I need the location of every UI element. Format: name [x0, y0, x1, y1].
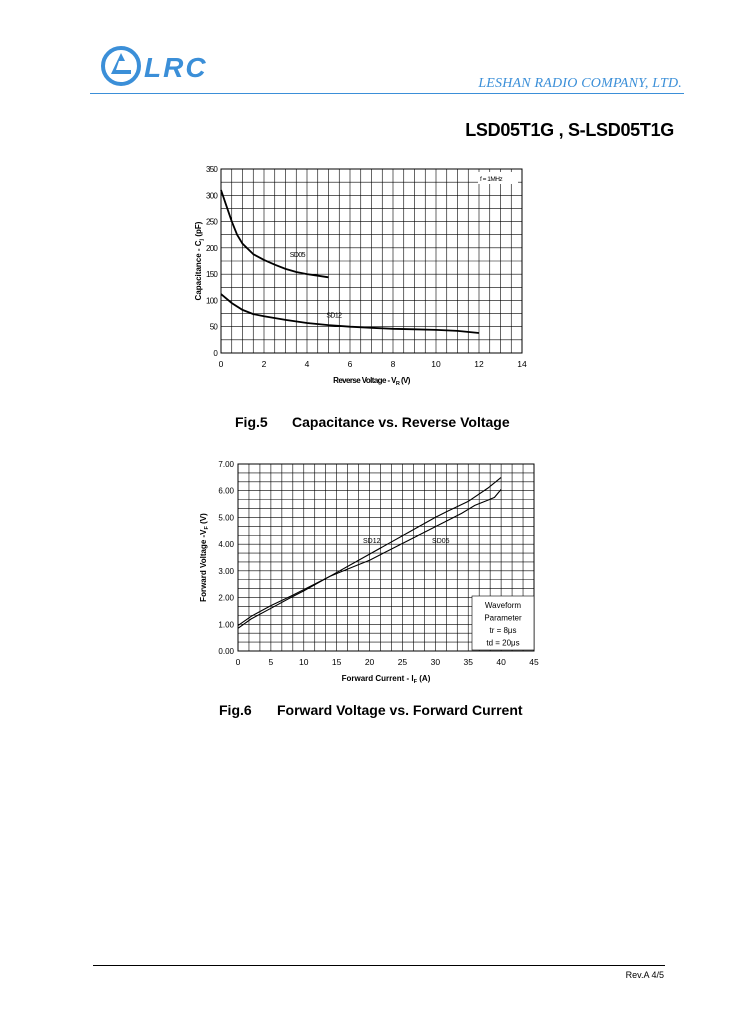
- y-tick-label: 150: [206, 270, 217, 280]
- y-axis-label: Forward Voltage $-V_F$ (V): [199, 513, 210, 602]
- forward-voltage-chart: [198, 455, 543, 687]
- fig6-title: Forward Voltage vs. Forward Current: [277, 702, 523, 718]
- x-tick-label: 25: [397, 657, 408, 667]
- x-tick-label: 14: [517, 359, 527, 369]
- x-tick-label: 4: [304, 359, 310, 369]
- x-tick-label: 40: [496, 657, 506, 667]
- waveform-legend-line: Parameter: [484, 613, 522, 623]
- waveform-legend-line: Waveform: [484, 601, 522, 610]
- x-axis-label: Reverse Voltage - $V_R$ (V): [333, 376, 410, 387]
- y-tick-label: 200: [206, 243, 217, 253]
- y-axis-label: Capacitance - $C_j$ (pF): [194, 221, 205, 301]
- waveform-legend: [472, 596, 534, 650]
- y-tick-label: 3.00: [218, 566, 234, 576]
- y-tick-label: 300: [206, 191, 217, 201]
- x-tick-label: 0: [235, 657, 241, 667]
- x-tick-label: 15: [331, 657, 342, 667]
- footer-divider: [93, 965, 665, 966]
- fig5-title: Capacitance vs. Reverse Voltage: [292, 414, 510, 430]
- y-tick-label: 2.00: [218, 593, 234, 603]
- y-tick-label: 350: [206, 165, 217, 174]
- x-tick-label: 45: [529, 657, 539, 667]
- y-tick-label: 0.00: [218, 647, 234, 656]
- series-label-sd12: SD12: [362, 537, 381, 545]
- y-tick-label: 50: [209, 322, 217, 332]
- y-tick-label: 5.00: [218, 513, 234, 523]
- y-tick-label: 4.00: [218, 540, 234, 550]
- fig6-number: Fig.6: [219, 702, 252, 718]
- waveform-legend-line: td = 20μs: [486, 638, 520, 648]
- x-tick-label: 2: [261, 359, 267, 369]
- capacitance-chart: [192, 160, 537, 400]
- x-tick-label: 5: [268, 657, 274, 667]
- y-tick-label: 1.00: [218, 620, 234, 630]
- x-tick-label: 10: [299, 657, 309, 667]
- x-tick-label: 12: [474, 359, 484, 369]
- logo-arrow-icon: [111, 53, 131, 74]
- waveform-legend-line: tr = 8μs: [489, 626, 517, 635]
- frequency-note: f = 1MHz: [480, 176, 503, 183]
- x-tick-label: 0: [218, 359, 224, 369]
- revision-page-number: Rev.A 4/5: [625, 970, 664, 980]
- x-tick-label: 10: [431, 359, 441, 369]
- fig5-number: Fig.5: [235, 414, 268, 430]
- x-tick-label: 35: [463, 657, 473, 667]
- x-tick-label: 6: [347, 359, 353, 369]
- header-divider: [90, 93, 684, 94]
- series-label-sd12: SD12: [326, 312, 342, 320]
- x-tick-label: 8: [390, 359, 396, 369]
- x-tick-label: 30: [430, 657, 441, 667]
- series-label-sd05: SD05: [432, 537, 450, 545]
- lrc-logo: [100, 44, 230, 88]
- x-tick-label: 20: [364, 657, 375, 667]
- y-tick-label: 6.00: [218, 486, 234, 496]
- y-tick-label: 100: [206, 296, 217, 306]
- logo-text: LRC: [144, 52, 208, 83]
- document-title: LSD05T1G , S-LSD05T1G: [465, 120, 674, 140]
- series-label-sd05: SD05: [289, 251, 305, 259]
- y-tick-label: 0: [213, 349, 217, 358]
- y-tick-label: 250: [206, 217, 217, 227]
- x-axis-label: Forward Current - $I_F$ (A): [341, 674, 431, 685]
- company-name: LESHAN RADIO COMPANY, LTD.: [478, 76, 682, 91]
- y-tick-label: 7.00: [218, 460, 234, 469]
